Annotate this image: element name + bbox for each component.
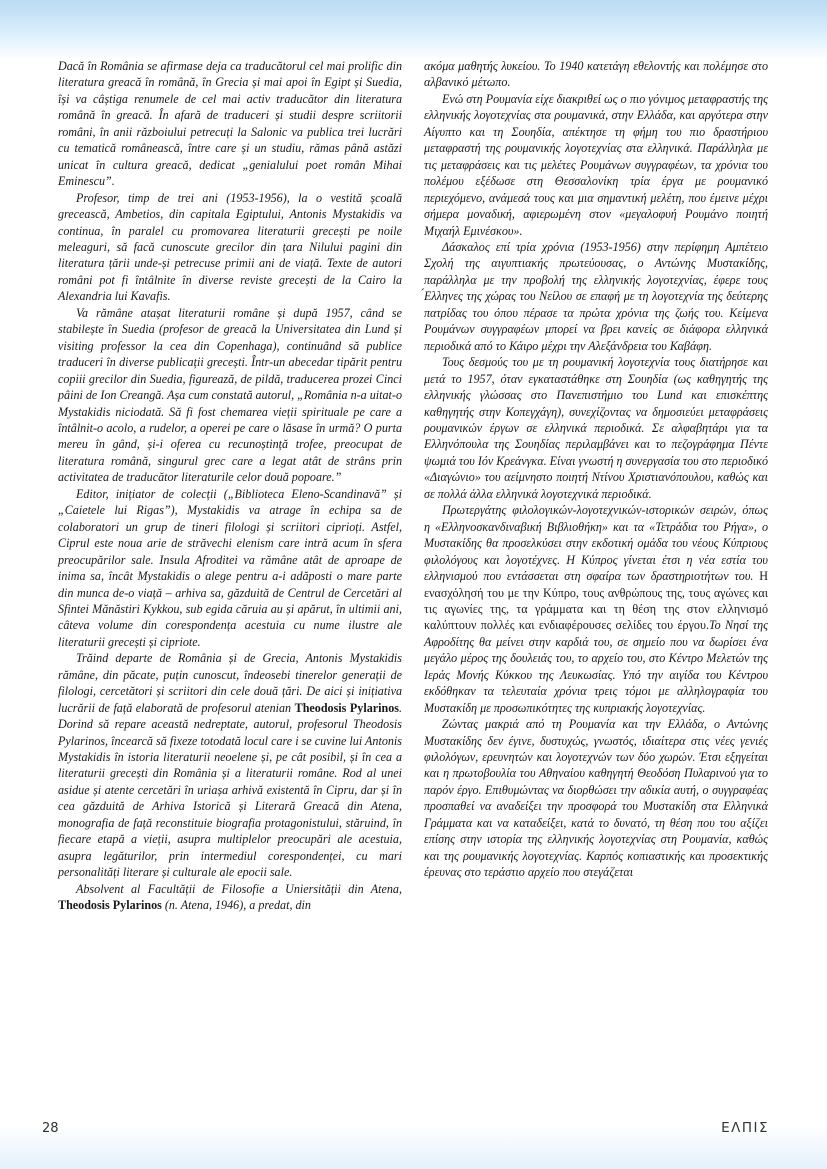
paragraph-text: Το Νησί της Αφροδίτης θα μείνει στην καρδιά του, σε σημείο που να δωρίσει ένα μεγάλο μέρος της δουλειάς του, το αρχείο του, στο Κέντρο Μελετών της Ιεράς Μονής Κύκκου της Λευκωσίας. Υπό την αιγίδα του Κέντρου εκδόθηκαν τα τελευταία χρόνια τρεις τόμοι με αλληλογραφία του Μυστακίδη με προσωπικότητες της κυπριακής λογοτεχνίας. (424, 618, 768, 715)
paragraph: Ζώντας μακριά από τη Ρουμανία και την Ελλάδα, ο Αντώνης Μυστακίδης δεν έγινε, δυστυχώς, γνωστός, ιδιαίτερα στις νέες γενιές φιλολόγων, ερευνητών και λογοτεχνών των δύο χωρών. Έτσι εξηγείται και η πρωτοβουλία του Αθηναίου καθηγητή Θεοδόση Πυλαρινού για το παρόν έργο. Επιθυμώντας να διορθώσει την αδικία αυτή, ο συγγραφέας προσπαθεί να αναδείξει την προσφορά του Μυστακίδη στα Ελληνικά Γράμματα και να καταδείξει, κατά το δυνατό, τη θέση που του αξίζει επίσης στην ιστορία της ελληνικής λογοτεχνίας στη Ρουμανία, καθώς και της ρουμανικής λογοτεχνίας. Καρπός κοπιαστικής και προσεκτικής έρευνας στο τεράστιο αρχείο που στεγάζεται (424, 717, 768, 880)
paragraph-text: Absolvent al Facultății de Filosofie a Uniersității din Atena, (76, 881, 402, 896)
paragraph-text: Πρωτεργάτης φιλολογικών-λογοτεχνικών-ιστορικών σειρών, όπως η «Ελληνοσκανδιναβική Βιβλιοθήκη» και τα «Τετράδια του Ρήγα», ο Μυστακίδης θα προσελκύσει στην εκδοτική ομάδα του νέους Κύπριους φιλολόγους και λογοτέχνες. Η Κύπρος γίνεται έτσι η νέα εστία του ελληνισμού που εντάσσεται στη σφαίρα των δραστηριοτήτων του. (424, 503, 768, 584)
right-column-greek (424, 58, 768, 881)
paragraph: ακόμα μαθητής λυκείου. Το 1940 κατετάγη εθελοντής και πολέμησε στο αλβανικό μέτωπο. (424, 59, 768, 90)
left-column-romanian (58, 58, 402, 914)
footer-band (0, 1125, 827, 1169)
paragraph: Τους δεσμούς του με τη ρουμανική λογοτεχνία τους διατήρησε και μετά το 1957, όταν εγκαταστάθηκε στη Σουηδία (ως καθηγητής της ελληνικής γλώσσας στο Πανεπιστήμιο του Lund και επισκέπτης καθηγητής στην Κοπεγχάγη), συνεχίζοντας να δημοσιεύει μεταφράσεις ρουμανικών έργων σε ελληνικά περιοδικά. Σε αλφαβητάρι για τα Ελληνόπουλα της Σουηδίας περιλαμβάνει και το πεζογράφημα Πέντε ψωμιά του Ιόν Κρεάνγκα. Είναι γνωστή η συνεργασία του στο περιοδικό «Διαγώνιο» του αείμνηστο ποιητή Ντίνου Χριστιανόπουλου, καθώς και σε πολλά άλλα ελληνικά λογοτεχνικά περιοδικά. (424, 355, 768, 501)
page-number: 28 (42, 1121, 59, 1136)
paragraph: Dacă în România se afirmase deja ca traducătorul cel mai prolific din literatura greacă în română, în Grecia și mai apoi în Egipt și Suedia, își va câștiga renumele de cel mai activ traducător din literatura română în greacă. În afară de traduceri și studii despre scriitorii români, în anii războiului petrecuți la Salonic va publica trei lucrări cu tematică românească, între care și un studiu, rămas până astăzi unicat în cultura greacă, dedicat „genialului poet român Mihai Eminescu”. (58, 59, 402, 189)
journal-title: ΕΛΠΙΣ (721, 1120, 769, 1136)
paragraph (58, 881, 402, 914)
paragraph-text: . Dorind să repare această nedreptate, autorul, profesorul Theodosis Pylarinos, încearcă să fixeze totodată locul care i se cuvine lui Antonis Mystakidis în istoria literaturii neoelene și, pe cât posibil, și în cea a literaturii grecești din România și a literaturii române. Rod al unei asidue și atente cercetări în uriașa arhivă existentă în Cipru, dar și în cea găzduită de Arhiva Istorică și Literară Greacă din Atena, monografia de față reconstituie biografia protagonistului, stăruind, în fiecare etapă a vieții, asupra multiplelor preocupări ale acestuia, asupra legăturilor, prin intermediul corespondenței, cu mari personalități literare și culturale ale epocii sale. (58, 700, 402, 880)
paragraph-text: (n. Atena, 1946), a predat, din (161, 898, 311, 913)
header-band (0, 0, 827, 60)
paragraph: Δάσκαλος επί τρία χρόνια (1953-1956) στην περίφημη Αμπέτειο Σχολή της αιγυπτιακής πρωτεύουσας, ο Αντώνης Μυστακίδης, παράλληλα με την προβολή της ελληνικής λογοτεχνίας, έφερε τους ́Ελληνες της χώρας του Νείλου σε επαφή με τη λογοτεχνία της δεύτερης πατρίδας του όπου πέρασε τα πρώτα χρόνια της ζωής του. Κείμενα Ρουμάνων συγγραφέων μπορεί να βρει κανείς σε διάφορα ελληνικά περιοδικά από το Κάιρο μέχρι την Αλεξάνδρεια του Καβάφη. (424, 239, 768, 353)
paragraph: Editor, inițiator de colecții („Biblioteca Eleno-Scandinavă” și „Caietele lui Rigas”), Mystakidis va atrage în echipa sa de colaboratori un grup de tineri filologi și scriitori ciprioți. Astfel, Ciprul este noua arie de străvechi elenism care intră acum în sfera preocupărilor sale. Insula Afroditei va rămâne atât de aproape de inima sa, încât Mystakidis o alege pentru a-i adăposti o mare parte din munca de-o viață – arhiva sa, găzduită de Centrul de Cercetări al Sfintei Mănăstiri Kykkou, sub egida căruia au și apărut, în ultimii ani, câteva volume din corespondența acestuia cu nume ilustre ale literaturii grecești și cipriote. (58, 486, 402, 649)
author-name: Theodosis Pylarinos (58, 898, 162, 913)
paragraph (58, 650, 402, 880)
paragraph: Ενώ στη Ρουμανία είχε διακριθεί ως ο πιο γόνιμος μεταφραστής της ελληνικής λογοτεχνίας στα ρουμανικά, στην Ελλάδα, και αργότερα στην Αίγυπτο και τη Σουηδία, απέκτησε τη φήμη του πιο δραστήριου μεταφραστή της ρουμανικής λογοτεχνίας στα ελληνικά. Παράλληλα με τις μεταφράσεις και τις μελέτες Ρουμάνων συγγραφέων, τα χρόνια του πολέμου εξέδωσε στη Θεσσαλονίκη τρία έργα με ρουμανικό περιεχόμενο, ανάμεσά τους και μια σημαντική μελέτη, που έμεινε μέχρι σήμερα μοναδική, αφιερωμένη στον «μεγαλοφυή Ρουμάνο ποιητή Μιχαήλ Εμινέσκου». (424, 91, 768, 238)
paragraph-text: Η ενασχόλησή του με την Κύπρο, τους ανθρώπους της, τους αγώνες και τις αγωνίες της, τα γράμματα και τη θέση της στον ελληνισμό καλύπτουν πολλές και ενδιαφέρουσες σελίδες του έργου. (424, 569, 768, 633)
paragraph: Va rămâne atașat literaturii române și după 1957, când se stabilește în Suedia (profesor de greacă la Universitatea din Lund și visiting professor la cea din Copenhaga), continuând să publice traduceri în diverse publicații grecești. Într-un abecedar tipărit pentru copiii grecilor din Suedia, figurează, de pildă, traducerea prozei Cinci pâini de Ion Creangă. Așa cum constată autorul, „România n-a uitat-o Mystakidis niciodată. Să fi fost chemarea vieții spirituale pe care a întâlnit-o acolo, a rudelor, a operei pe care o lăsase în urmă? O purta mereu în gând, și-i oferea cu recunoștință trofee, preocupat de literatura română, singurul grec care a legat atât de strâns prin activitatea de traducător literaturile celor două popoare.” (58, 305, 402, 485)
author-name: Theodosis Pylarinos (294, 700, 399, 715)
paragraph: Profesor, timp de trei ani (1953-1956), la o vestită școală grecească, Ambetios, din capitala Egiptului, Antonis Mystakidis va continua, în paralel cu promovarea literaturii grecești pe noile meleaguri, să facă cunoscute grecilor din țara Nilului pagini din literatura țării unde-și petrecuse primii ani de viață. Texte de autori români pot fi întâlnite în diverse reviste grecești de la Cairo la Alexandria lui Kavafis. (58, 190, 402, 304)
paragraph-text: Trăind departe de România și de Grecia, Antonis Mystakidis rămâne, din păcate, puțin cunoscut, îndeosebi tinerelor generații de filologi, cercetători și scriitori din cele două țări. De aici și inițiativa lucrării de față elaborată de profesorul atenian (58, 651, 402, 715)
paragraph (424, 502, 768, 716)
